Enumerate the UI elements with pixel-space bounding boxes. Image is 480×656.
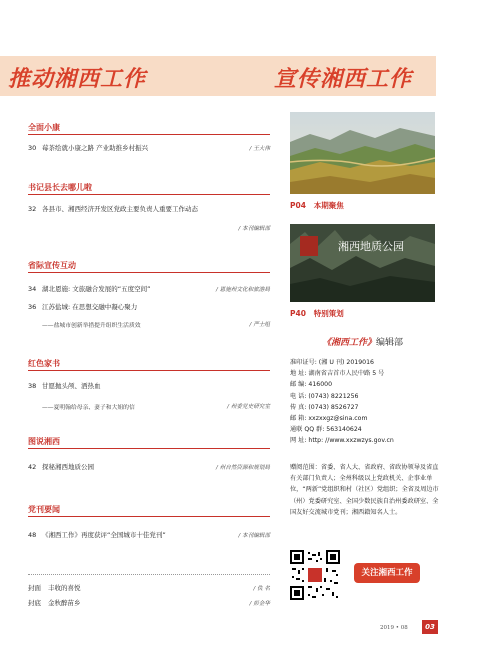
entry-author: / 州委党史研究室 (227, 404, 270, 410)
entry-author: / 王大伟 (249, 146, 270, 152)
photo-overlay-text: 湘西地质公园 (338, 240, 404, 253)
section-title: 书记县长去哪儿啦 (28, 183, 92, 192)
info-line: 传 真: (0743) 8526727 (290, 403, 359, 411)
info-line: 电 话: (0743) 8221256 (290, 392, 359, 400)
entry-title: 《湘西工作》再度获评“全国城市十佳党刊” (42, 531, 166, 539)
page-number: 32 (28, 205, 37, 213)
cover-label: 封面 (28, 584, 41, 592)
banner-title-left: 推动湘西工作 (8, 66, 147, 92)
entry-subtitle: ——盐城市创新举措提升组织生活质效 (42, 323, 141, 329)
entry-author: / 本刊编辑部 (238, 533, 270, 539)
qr-code-icon[interactable] (290, 550, 340, 600)
banner-title-right: 宣传湘西工作 (274, 66, 413, 92)
entry-author: / 严士组 (249, 322, 270, 328)
info-line: 网 址: http: //www.xxzwzys.gov.cn (290, 437, 394, 445)
entry-title: 甘愿抛头颅、洒热血 (42, 382, 101, 390)
cover-title: 丰收的喜悦 (48, 584, 81, 592)
page-number: 42 (28, 463, 37, 471)
caption-page: P04 (290, 201, 306, 210)
section-title: 红色家书 (28, 359, 60, 368)
cover-label: 封底 (28, 599, 41, 607)
brand-name: 《湘西工作》 (321, 338, 376, 348)
publication-info (290, 357, 440, 447)
page-number: 38 (28, 382, 37, 390)
section-divider (28, 134, 270, 135)
info-line: 邮 箱: xxzxxgz@sina.com (290, 415, 368, 423)
distribution-scope: 赠阅范围：省委、省人大、省政府、省政协领导及省直有关部门负责人；全州科级以上党政机关、企事业单位，“两新”党组织和村（社区）党组织；全省及周边市（州）党委研究室、全国少数民族自治州委政研室、全国友好交流城市党刊；湘西籍知名人士。 (290, 464, 439, 516)
issue-date: 2019 • 08 (380, 625, 408, 631)
cover-author: / 彭金华 (249, 601, 270, 607)
toc-entry[interactable] (28, 530, 270, 539)
brand-suffix: 编辑部 (376, 338, 404, 348)
page-number: 34 (28, 285, 37, 293)
photo-caption (290, 200, 344, 211)
follow-badge: 关注湘西工作 (354, 563, 420, 583)
section-title: 党刊要闻 (28, 505, 60, 514)
editorial-logo (290, 335, 435, 348)
entry-subtitle: ——夏明翰给母亲、妻子和大姐的信 (42, 405, 135, 411)
caption-text: 本期聚焦 (313, 201, 344, 210)
page-number: 36 (28, 303, 37, 311)
landscape-photo (290, 112, 435, 194)
entry-title: 江苏盐城: 在思想交融中凝心聚力 (42, 303, 138, 311)
cover-author: / 佚 名 (253, 586, 270, 592)
entry-author: / 本刊编辑部 (238, 226, 270, 232)
caption-page: P40 (290, 309, 306, 318)
section-divider (28, 194, 270, 195)
cover-divider (28, 574, 270, 575)
entry-title: 湖北恩施: 文旅融合发展的“五度空间” (42, 285, 151, 293)
cover-credit (28, 583, 270, 592)
section-title: 图说湘西 (28, 437, 60, 446)
page-number: 30 (28, 144, 37, 152)
entry-title: 莓茶绘就小康之路 产业助推乡村振兴 (42, 144, 149, 152)
section-title: 省际宣传互动 (28, 261, 76, 270)
toc-entry[interactable] (28, 302, 270, 311)
page-number: 48 (28, 531, 37, 539)
entry-author: / 恩施州文化和旅游局 (215, 287, 270, 293)
info-line: 地 址: 湖南省吉首市人民中路 5 号 (290, 370, 385, 378)
cover-title: 金秋醉苗乡 (48, 599, 81, 607)
toc-entry[interactable] (28, 204, 270, 213)
photo-caption (290, 308, 344, 319)
section-divider (28, 516, 270, 517)
entry-title: 各县市、湘西经济开发区党政主要负责人重要工作动态 (42, 205, 198, 213)
section-title: 全面小康 (28, 123, 60, 132)
info-line: 邮 编: 416000 (290, 381, 333, 389)
toc-entry[interactable] (28, 143, 270, 152)
section-divider (28, 272, 270, 273)
info-line: 通联 QQ 群: 563140624 (290, 426, 362, 434)
section-divider (28, 370, 270, 371)
section-divider (28, 448, 270, 449)
cover-credit (28, 598, 270, 607)
entry-title: 探秘湘西地质公园 (42, 463, 94, 471)
page-number-badge: 03 (422, 620, 438, 634)
info-line: 准印证号: (湘 U 刊) 2019016 (290, 359, 374, 366)
geopark-photo (290, 224, 435, 302)
entry-author: / 州自然资源和规划局 (215, 465, 270, 471)
caption-text: 特别策划 (313, 309, 344, 318)
toc-entry[interactable] (28, 381, 270, 390)
